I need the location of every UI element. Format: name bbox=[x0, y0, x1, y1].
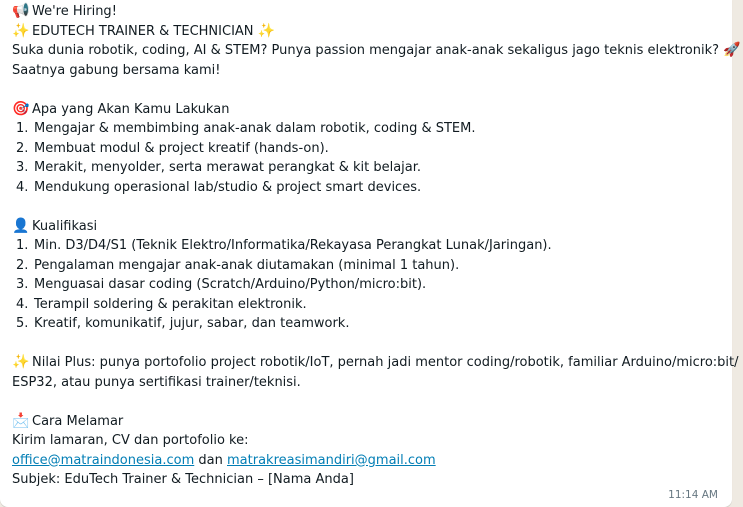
list-item-text: Mendukung operasional lab/studio & project smart devices. bbox=[34, 179, 422, 195]
megaphone-icon: 📢 bbox=[12, 3, 30, 19]
list-item bbox=[12, 314, 724, 334]
apply-heading bbox=[12, 412, 724, 432]
apply-subject: Subjek: EduTech Trainer & Technician – [Nama Anda] bbox=[12, 472, 354, 487]
apply-heading-text: Cara Melamar bbox=[32, 413, 124, 429]
list-number: 4. bbox=[16, 296, 29, 312]
list-item-text: Terampil soldering & perakitan elektronik. bbox=[34, 296, 307, 312]
list-number: 2. bbox=[16, 257, 29, 273]
list-item bbox=[12, 139, 724, 159]
sparkles-icon: ✨ bbox=[257, 22, 276, 39]
list-item bbox=[12, 275, 724, 295]
hiring-header-text: We're Hiring! bbox=[32, 4, 117, 19]
qualifications-heading-text: Kualifikasi bbox=[32, 218, 98, 234]
sparkles-icon: ✨ bbox=[12, 354, 30, 370]
job-title-text: EDUTECH TRAINER & TECHNICIAN bbox=[32, 23, 254, 39]
list-item bbox=[12, 119, 724, 139]
list-item-text: Membuat modul & project kreatif (hands-on). bbox=[34, 140, 329, 156]
list-item bbox=[12, 178, 724, 198]
list-number: 1. bbox=[16, 121, 29, 136]
intro-text: Suka dunia robotik, coding, AI & STEM? Punya passion mengajar anak-anak sekaligus jago teknis elektronik? bbox=[12, 43, 720, 58]
conjunction-text: dan bbox=[198, 452, 223, 468]
list-item bbox=[12, 236, 724, 256]
list-item-text: Min. D3/D4/S1 (Teknik Elektro/Informatika/Rekayasa Perangkat Lunak/Jaringan). bbox=[34, 238, 552, 253]
tasks-heading-text: Apa yang Akan Kamu Lakukan bbox=[32, 101, 230, 117]
rocket-icon: 🚀 bbox=[723, 42, 741, 58]
qualifications-heading bbox=[12, 217, 724, 237]
intro-line-1 bbox=[12, 41, 741, 61]
list-item-text: Menguasai dasar coding (Scratch/Arduino/Python/micro:bit). bbox=[34, 277, 427, 292]
list-item bbox=[12, 158, 724, 178]
email-link-gmail[interactable]: matrakreasimandiri@gmail.com bbox=[227, 452, 436, 468]
list-number: 3. bbox=[16, 277, 29, 292]
person-icon: 👤 bbox=[12, 217, 30, 234]
list-item bbox=[12, 256, 724, 276]
list-number: 4. bbox=[16, 179, 29, 195]
list-item-text: Pengalaman mengajar anak-anak diutamakan (minimal 1 tahun). bbox=[34, 257, 460, 273]
list-item-text: Kreatif, komunikatif, jujur, sabar, dan teamwork. bbox=[34, 316, 350, 331]
plus-line-2: ESP32, atau punya sertifikasi trainer/teknisi. bbox=[12, 374, 301, 390]
list-item bbox=[12, 295, 724, 315]
list-number: 1. bbox=[16, 238, 29, 253]
apply-emails bbox=[12, 451, 724, 471]
plus-text: Nilai Plus: punya portofolio project robotik/IoT, pernah jadi mentor coding/robotik, familiar Arduino/micro:bit/ bbox=[32, 355, 739, 370]
sparkles-icon: ✨ bbox=[12, 22, 30, 39]
intro-line-2: Saatnya gabung bersama kami! bbox=[12, 62, 221, 78]
job-title bbox=[12, 22, 724, 42]
plus-line-1 bbox=[12, 353, 739, 373]
list-number: 5. bbox=[16, 316, 29, 331]
message-timestamp: 11:14 AM bbox=[668, 489, 718, 501]
list-number: 2. bbox=[16, 140, 29, 156]
tasks-heading bbox=[12, 100, 724, 120]
apply-instruction: Kirim lamaran, CV dan portofolio ke: bbox=[12, 433, 249, 448]
list-item-text: Mengajar & membimbing anak-anak dalam robotik, coding & STEM. bbox=[34, 121, 476, 136]
hiring-header bbox=[12, 2, 724, 22]
envelope-icon: 📩 bbox=[12, 412, 30, 429]
qualifications-list bbox=[12, 236, 724, 334]
email-link-office[interactable]: office@matraindonesia.com bbox=[12, 452, 195, 468]
list-item-text: Merakit, menyolder, serta merawat perangkat & kit belajar. bbox=[34, 160, 422, 175]
list-number: 3. bbox=[16, 160, 29, 175]
target-icon: 🎯 bbox=[12, 100, 30, 117]
tasks-list bbox=[12, 119, 724, 197]
